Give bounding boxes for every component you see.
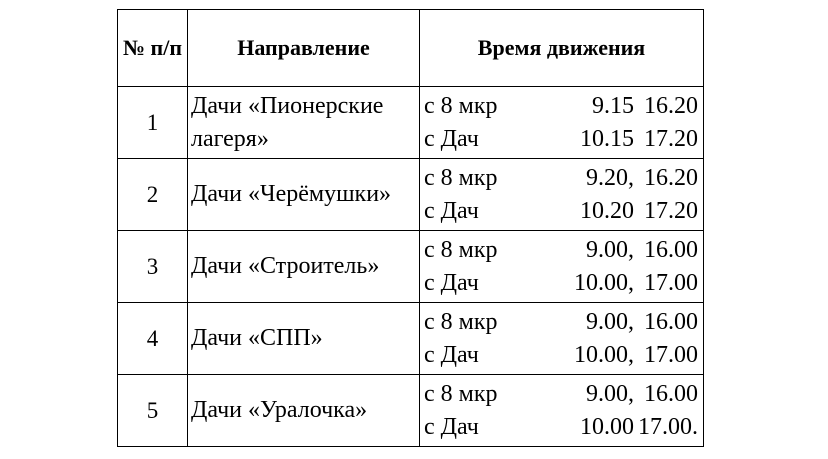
schedule-line (424, 123, 703, 156)
row-schedule (420, 159, 704, 231)
afternoon-time: 16.00 (644, 236, 698, 263)
schedule-line (424, 234, 703, 267)
header-row (118, 10, 704, 87)
schedule-line (424, 162, 703, 195)
departure-point: с Дач (424, 413, 479, 440)
departure-point: с Дач (424, 197, 479, 224)
morning-time: 10.15 (580, 125, 634, 152)
afternoon-time: 17.00. (638, 413, 698, 440)
row-direction: Дачи «Уралочка» (188, 375, 420, 447)
row-number: 5 (118, 375, 188, 447)
header-number: № п/п (118, 10, 188, 87)
departure-point: с Дач (424, 341, 479, 368)
departure-point: с 8 мкр (424, 236, 498, 263)
schedule-line (424, 411, 703, 444)
afternoon-time: 17.20 (644, 125, 698, 152)
schedule-line (424, 378, 703, 411)
afternoon-time: 16.00 (644, 308, 698, 335)
row-number: 1 (118, 87, 188, 159)
morning-time: 9.00, (586, 308, 634, 335)
row-schedule (420, 231, 704, 303)
afternoon-time: 17.00 (644, 269, 698, 296)
row-direction: Дачи «Строитель» (188, 231, 420, 303)
row-number: 4 (118, 303, 188, 375)
schedule-line (424, 90, 703, 123)
table-row (118, 231, 704, 303)
row-schedule (420, 375, 704, 447)
schedule-table (117, 9, 704, 447)
row-direction: Дачи «СПП» (188, 303, 420, 375)
morning-time: 10.20 (580, 197, 634, 224)
header-time: Время движения (420, 10, 704, 87)
afternoon-time: 16.20 (644, 164, 698, 191)
afternoon-time: 17.20 (644, 197, 698, 224)
morning-time: 10.00, (574, 269, 634, 296)
table-row (118, 303, 704, 375)
departure-point: с 8 мкр (424, 380, 498, 407)
row-direction: Дачи «Черёмушки» (188, 159, 420, 231)
table-row (118, 375, 704, 447)
row-number: 3 (118, 231, 188, 303)
schedule-line (424, 195, 703, 228)
header-direction: Направление (188, 10, 420, 87)
afternoon-time: 17.00 (644, 341, 698, 368)
departure-point: с Дач (424, 125, 479, 152)
morning-time: 10.00 (580, 413, 634, 440)
morning-time: 9.00, (586, 236, 634, 263)
table-row (118, 159, 704, 231)
row-direction: Дачи «Пионерские лагеря» (188, 87, 420, 159)
morning-time: 9.15 (592, 92, 634, 119)
departure-point: с 8 мкр (424, 308, 498, 335)
departure-point: с 8 мкр (424, 92, 498, 119)
schedule-line (424, 306, 703, 339)
morning-time: 9.20, (586, 164, 634, 191)
schedule-line (424, 267, 703, 300)
schedule-line (424, 339, 703, 372)
morning-time: 10.00, (574, 341, 634, 368)
morning-time: 9.00, (586, 380, 634, 407)
table-row (118, 87, 704, 159)
row-schedule (420, 303, 704, 375)
departure-point: с Дач (424, 269, 479, 296)
row-number: 2 (118, 159, 188, 231)
afternoon-time: 16.00 (644, 380, 698, 407)
row-schedule (420, 87, 704, 159)
afternoon-time: 16.20 (644, 92, 698, 119)
departure-point: с 8 мкр (424, 164, 498, 191)
